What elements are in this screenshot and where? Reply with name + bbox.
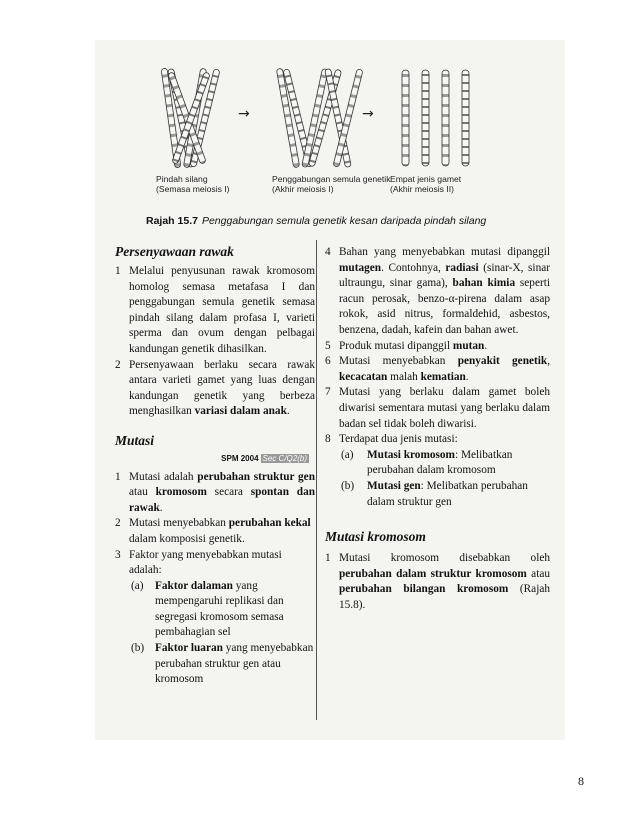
- sub-item: (b) Mutasi gen: Melibatkan perubahan dalam struktur gen: [341, 479, 528, 508]
- list-item: 7 Mutasi yang berlaku dalam gamet boleh diwarisi sementara mutasi yang berlaku dalam badan sel tidak boleh diwarisi.: [325, 386, 550, 430]
- chromosome-group-gametes: [402, 70, 469, 166]
- list-item: 8 Terdapat dua jenis mutasi:: [325, 433, 458, 446]
- heading-mutasi: Mutasi: [115, 432, 155, 448]
- column-divider: [316, 240, 317, 720]
- list-item: 2 Persenyawaan berlaku secara rawak antara varieti gamet yang luas dengan kandungan genetik yang berbeza menghasilkan variasi dalam anak.: [115, 358, 315, 418]
- list-item: 3 Faktor yang menyebabkan mutasi adalah:: [115, 548, 282, 577]
- sub-item: (b) Faktor luaran yang menyebabkan perubahan struktur gen atau kromosom: [131, 642, 314, 686]
- right-column: [325, 245, 550, 613]
- sub-item: (a) Mutasi kromosom: Melibatkan perubahan dalam kromosom: [341, 448, 513, 477]
- list-item: 5 Produk mutasi dipanggil mutan.: [325, 339, 488, 352]
- list-item: 1 Melalui penyusunan rawak kromosom homolog semasa metafasa I dan penggabungan semula genetik semasa pindah silang dalam profasa I, varieti sperma dan ovum dengan pelbagai kandungan genetik dihasilkan.: [115, 265, 315, 355]
- figure-label-recombination: Penggabungan semula genetik (Akhir meiosis I): [272, 174, 391, 194]
- figure-label-crossing: Pindah silang (Semasa meiosis I): [156, 174, 230, 194]
- figure-label-gametes: Empat jenis gamet (Akhir meiosis II): [390, 174, 462, 194]
- list-item: 6 Mutasi menyebabkan penyakit genetik, kecacatan malah kematian.: [325, 355, 551, 383]
- chromosome-group-crossing: [161, 68, 220, 168]
- list-item: 1 Mutasi adalah perubahan struktur gen atau kromosom secara spontan dan rawak.: [115, 470, 315, 514]
- spm-reference: SPM 2004 Sec C/Q2(b): [221, 453, 307, 463]
- crossing-over-figure: [140, 48, 520, 218]
- page-number: 8: [578, 774, 584, 788]
- left-column: [115, 243, 315, 688]
- heading-persenyawaan: Persenyawaan rawak: [115, 244, 234, 259]
- arrow-icon: →: [362, 106, 374, 122]
- list-item: 2 Mutasi menyebabkan perubahan kekal dalam komposisi genetik.: [115, 517, 311, 545]
- list-item: 4 Bahan yang menyebabkan mutasi dipanggil mutagen. Contohnya, radiasi (sinar-X, sinar ultraungu, sinar gama), bahan kimia seperti racun perosak, benzo-α-pirena dalam asap rokok, asid nitrus, formaldehid, asbestos, benzena, dadah, kafein dan bahan awet.: [325, 246, 551, 336]
- sub-item: (a) Faktor dalaman yang mempengaruhi replikasi dan segregasi kromosom semasa pembahagian sel: [131, 579, 284, 639]
- heading-mutasi-kromosom: Mutasi kromosom: [325, 529, 426, 545]
- chromosome-group-recombination: [276, 68, 363, 168]
- list-item: 1 Mutasi kromosom disebabkan oleh perubahan dalam struktur kromosom atau perubahan bilangan kromosom (Rajah 15.8).: [325, 552, 550, 611]
- arrow-icon: →: [238, 106, 250, 122]
- figure-caption: Rajah 15.7 Penggabungan semula genetik kesan daripada pindah silang: [146, 215, 487, 227]
